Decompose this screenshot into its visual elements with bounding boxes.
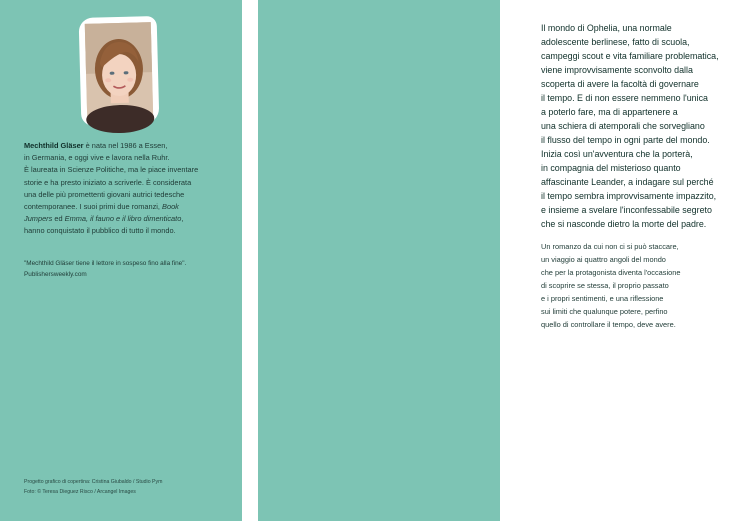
bio-line: storie e ha presto iniziato a scriverle. È considerata — [24, 177, 192, 187]
bio-line: contemporanee. I suoi primi due romanzi, Book — [24, 202, 179, 212]
synopsis-line: una schiera di atemporali che sorvegliano — [541, 121, 705, 131]
book-title: Book — [162, 202, 179, 212]
teaser-line: sui limiti che qualunque potere, perfino — [541, 307, 668, 316]
bio-line: in Germania, e oggi vive e lavora nella Ruhr. — [24, 153, 170, 163]
synopsis-line: adolescente berlinese, fatto di scuola, — [541, 37, 690, 47]
bio-line: una delle più promettenti giovani autrici tedesche — [24, 189, 185, 199]
bio-line: È laureata in Scienze Politiche, ma le piace inventare — [24, 165, 199, 175]
synopsis-line: affascinante Leander, a indagare sul perché — [541, 177, 714, 187]
bio-line: hanno conquistato il pubblico di tutto il mondo. — [24, 226, 176, 236]
author-name: Mechthild Gläser — [24, 141, 84, 150]
design-credit: Progetto grafico di copertina: Cristina Giubaldo / Studio Pym — [24, 479, 163, 485]
cover-credits — [24, 478, 234, 497]
book-title: Emma, il fauno e il libro dimenticato — [64, 214, 182, 224]
teaser-line: Un romanzo da cui non ci si può staccare, — [541, 242, 679, 251]
synopsis-line: campeggi scout e vita familiare problematica, — [541, 51, 719, 61]
author-photo-frame — [79, 16, 160, 126]
bio-line: Jumpers ed Emma, il fauno e il libro dimenticato, — [24, 214, 184, 224]
synopsis-line: Inizia così un'avventura che la porterà, — [541, 149, 693, 159]
bio-line: Mechthild Gläser è nata nel 1986 a Essen, — [24, 141, 168, 150]
synopsis-line: Il mondo di Ophelia, una normale — [541, 23, 672, 33]
synopsis-line: e insieme a svelare l'inconfessabile segreto — [541, 205, 712, 215]
synopsis-line: che si nasconde dietro la morte del padre. — [541, 219, 707, 229]
author-portrait-image — [85, 22, 153, 120]
synopsis-line: il flusso del tempo in ogni parte del mondo. — [541, 135, 710, 145]
author-photo — [85, 22, 153, 120]
synopsis-line: viene improvvisamente sconvolto dalla — [541, 65, 693, 75]
press-quote — [24, 258, 229, 280]
teaser-line: che per la protagonista diventa l'occasione — [541, 268, 681, 277]
synopsis-line: a poterlo fare, ma di appartenere a — [541, 107, 678, 117]
book-title: Jumpers — [24, 214, 53, 224]
teaser — [541, 240, 746, 331]
right-flap — [258, 0, 719, 521]
teaser-line: un viaggio ai quattro angoli del mondo — [541, 255, 666, 264]
synopsis-line: scoperta di avere la facoltà di governare — [541, 79, 699, 89]
left-flap — [0, 0, 242, 521]
quote-source: Publishersweekly.com — [24, 271, 87, 278]
author-bio — [24, 140, 224, 238]
photo-credit: Foto: © Teresa Dieguez Risco / Arcangel Images — [24, 488, 136, 495]
synopsis-line: in compagnia del misterioso quanto — [541, 163, 681, 173]
teaser-line: e i propri sentimenti, e una riflessione — [541, 294, 664, 303]
synopsis — [541, 21, 751, 231]
teaser-line: di scoprire se stessa, il proprio passato — [541, 281, 669, 290]
synopsis-line: il tempo. E di non essere nemmeno l'unica — [541, 93, 708, 103]
synopsis-line: il tempo sembra improvvisamente impazzito, — [541, 191, 717, 201]
teaser-line: quello di controllare il tempo, deve avere. — [541, 320, 676, 329]
quote-text: "Mechthild Gläser tiene il lettore in sospeso fino alla fine". — [24, 260, 187, 267]
